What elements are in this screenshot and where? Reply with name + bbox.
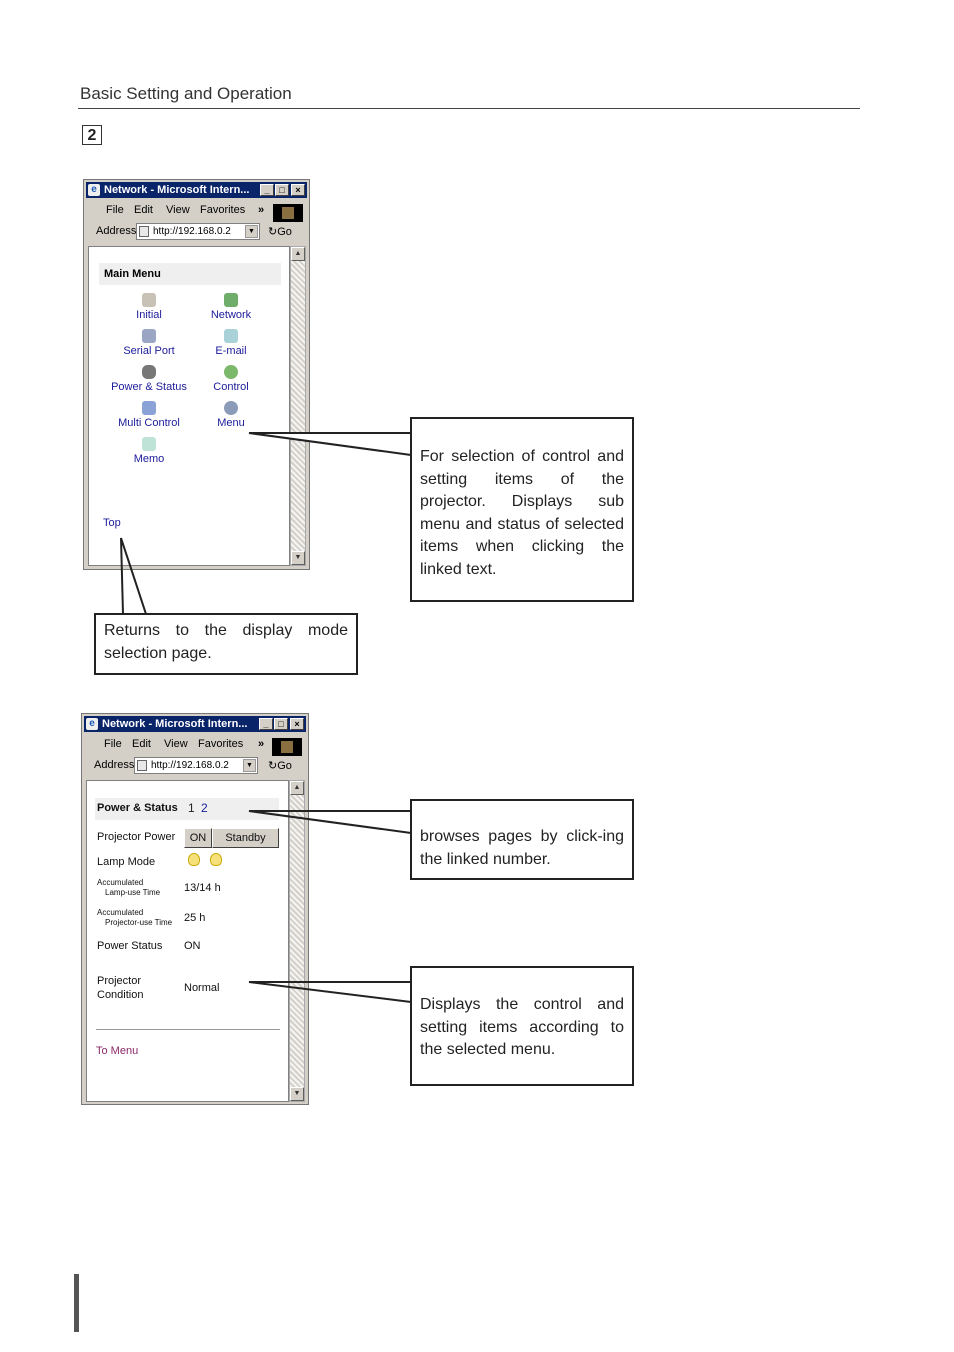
to-menu-link[interactable]: To Menu (96, 1045, 139, 1057)
top-link[interactable]: Top (103, 517, 121, 529)
step-number: 2 (82, 125, 102, 145)
standby-button[interactable]: Standby (212, 828, 279, 848)
menu-item-memo[interactable]: Memo (104, 437, 194, 465)
menu-item-menu[interactable]: Menu (186, 401, 276, 429)
leader-pages-line (249, 800, 411, 833)
scroll-down-icon[interactable]: ▼ (290, 1087, 304, 1101)
menu-item-initial[interactable]: Initial (104, 293, 194, 321)
condition-label-line2: Condition (97, 989, 144, 1001)
page-edge-bar (74, 1274, 79, 1332)
page-2-link[interactable]: 2 (201, 801, 208, 815)
scroll-down-icon[interactable]: ▼ (291, 551, 305, 565)
power-status-title: Power & Status (97, 802, 178, 814)
scroll-up-icon[interactable]: ▲ (290, 781, 304, 795)
lamp-time-label-line2: Lamp-use Time (105, 888, 161, 897)
address-value: http://192.168.0.2 (151, 760, 229, 771)
callout-menu: For selection of control and setting items of the projector. Displays sub menu and status of selected items when clicking the linked text. (410, 417, 634, 602)
address-value: http://192.168.0.2 (153, 226, 231, 237)
condition-value: Normal (184, 982, 220, 994)
minimize-icon[interactable]: _ (260, 184, 274, 196)
go-arrow-icon: ↻ (268, 760, 278, 772)
menu-item-power-status[interactable]: Power & Status (104, 365, 194, 393)
projector-time-label-line1: Accumulated (97, 908, 144, 917)
menu-favorites[interactable]: Favorites (198, 738, 244, 750)
chevron-down-icon[interactable]: ▼ (245, 225, 258, 238)
ie-icon: e (88, 184, 100, 196)
menu-file[interactable]: File (104, 738, 122, 750)
ie-icon: e (86, 718, 98, 730)
projector-time-value: 25 h (184, 912, 206, 924)
menu-view[interactable]: View (164, 738, 188, 750)
power-status-value: ON (184, 940, 201, 952)
menu-item-control[interactable]: Control (186, 365, 276, 393)
callout-pages: browses pages by click-ing the linked number. (410, 799, 634, 880)
section-title: Basic Setting and Operation (80, 84, 292, 103)
callout-top: Returns to the display mode selection page. (94, 613, 358, 675)
close-icon[interactable]: × (290, 718, 304, 730)
minimize-icon[interactable]: _ (259, 718, 273, 730)
lamp-mode-label: Lamp Mode (97, 856, 156, 868)
menu-more-icon[interactable]: » (258, 738, 265, 750)
menu-item-serial-port[interactable]: Serial Port (104, 329, 194, 357)
go-button[interactable]: ↻Go (268, 226, 292, 238)
on-button[interactable]: ON (184, 828, 212, 848)
menu-item-network[interactable]: Network (186, 293, 276, 321)
close-icon[interactable]: × (291, 184, 305, 196)
leader-settings-line (249, 968, 411, 1002)
scroll-up-icon[interactable]: ▲ (291, 247, 305, 261)
menu-edit[interactable]: Edit (132, 738, 151, 750)
go-arrow-icon: ↻ (268, 226, 278, 238)
callout-settings: Displays the control and setting items according to the selected menu. (410, 966, 634, 1086)
address-label: Address (94, 759, 135, 771)
page-1-link[interactable]: 1 (188, 801, 195, 815)
projector-power-label: Projector Power (97, 831, 176, 843)
lamp-time-label-line1: Accumulated (97, 878, 144, 887)
window-title: Network - Microsoft Intern... (102, 718, 248, 730)
chevron-down-icon[interactable]: ▼ (243, 759, 256, 772)
menu-view[interactable]: View (166, 204, 190, 216)
power-status-label: Power Status (97, 940, 163, 952)
leader-top-line (121, 538, 146, 614)
go-button[interactable]: ↻Go (268, 760, 292, 772)
menu-more-icon[interactable]: » (258, 204, 265, 216)
menu-edit[interactable]: Edit (134, 204, 153, 216)
maximize-icon[interactable]: □ (274, 718, 288, 730)
menu-file[interactable]: File (106, 204, 124, 216)
address-label: Address (96, 225, 137, 237)
main-menu-title: Main Menu (99, 263, 281, 285)
menu-item-multi-control[interactable]: Multi Control (104, 401, 194, 429)
menu-item-email[interactable]: E-mail (186, 329, 276, 357)
window-title: Network - Microsoft Intern... (104, 184, 250, 196)
menu-favorites[interactable]: Favorites (200, 204, 246, 216)
maximize-icon[interactable]: □ (275, 184, 289, 196)
lamp-time-value: 13/14 h (184, 882, 221, 894)
condition-label-line1: Projector (97, 975, 142, 987)
projector-time-label-line2: Projector-use Time (105, 918, 173, 927)
